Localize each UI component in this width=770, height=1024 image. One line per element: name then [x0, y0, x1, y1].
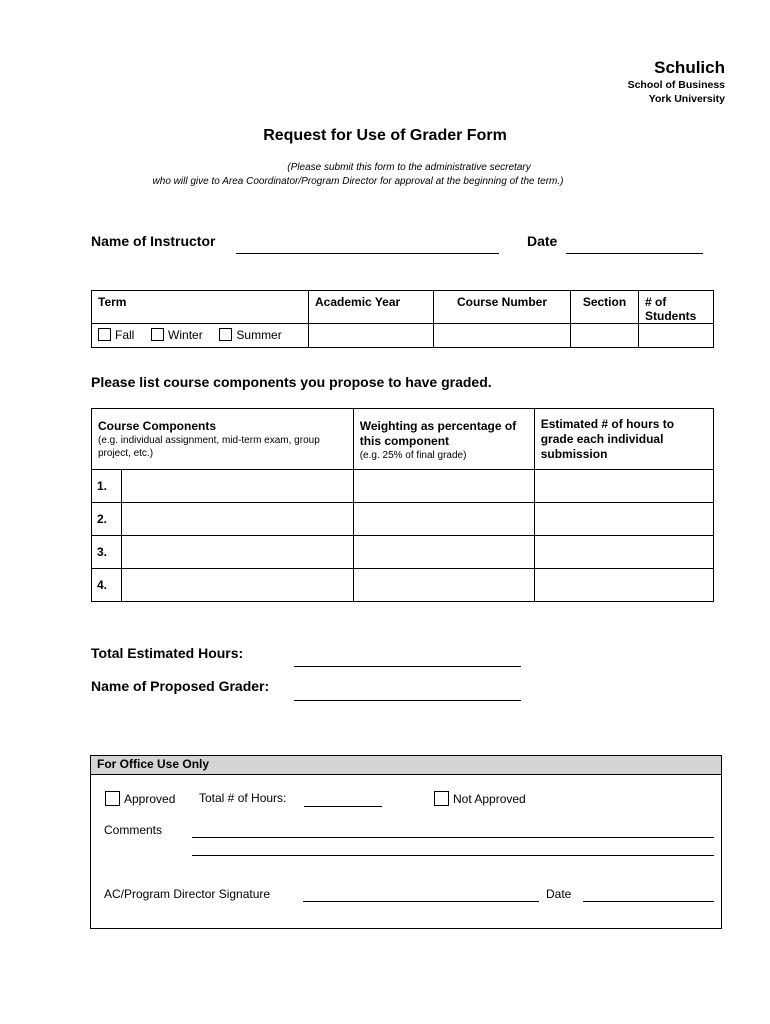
signature-field[interactable] [303, 901, 539, 902]
approved-label: Approved [124, 792, 176, 806]
weighting-cell-3[interactable] [353, 536, 534, 569]
fall-checkbox[interactable] [98, 328, 111, 341]
approved-checkbox[interactable] [105, 791, 120, 806]
date-field[interactable] [566, 253, 703, 254]
component-cell-3[interactable] [122, 536, 354, 569]
date-label: Date [527, 233, 558, 249]
form-note-line2: who will give to Area Coordinator/Program Director for approval at the beginning of the term.) [152, 176, 564, 187]
hours-cell-2[interactable] [534, 503, 713, 536]
component-cell-1[interactable] [122, 470, 354, 503]
winter-label: Winter [168, 328, 203, 342]
fall-label: Fall [115, 328, 135, 342]
weighting-header [353, 409, 534, 470]
school-name: School of Business [627, 79, 725, 91]
office-use-heading: For Office Use Only [91, 756, 721, 775]
academic-year-header: Academic Year [309, 291, 434, 324]
weighting-note: (e.g. 25% of final grade) [359, 450, 467, 461]
students-header: # of Students [639, 291, 714, 324]
row-number-4: 4. [92, 569, 122, 602]
grader-field[interactable] [294, 700, 521, 701]
approved-option [105, 791, 175, 806]
total-hours-label: Total Estimated Hours: [91, 645, 244, 661]
term-header: Term [92, 291, 309, 324]
university-name: York University [648, 93, 725, 105]
comments-label: Comments [104, 823, 163, 837]
comments-line-1[interactable] [192, 837, 714, 838]
components-table [91, 408, 714, 602]
section-header: Section [571, 291, 639, 324]
total-hours-field[interactable] [294, 666, 521, 667]
hours-cell-1[interactable] [534, 470, 713, 503]
hours-title: Estimated # of hours to grade each individual submission [540, 417, 675, 461]
row-number-1: 1. [92, 470, 122, 503]
row-number-2: 2. [92, 503, 122, 536]
components-header [92, 409, 354, 470]
org-name: Schulich [654, 58, 725, 77]
winter-checkbox[interactable] [151, 328, 164, 341]
grader-label: Name of Proposed Grader: [91, 678, 270, 694]
weighting-cell-1[interactable] [353, 470, 534, 503]
office-date-field[interactable] [583, 901, 714, 902]
form-title: Request for Use of Grader Form [263, 127, 507, 144]
academic-year-cell[interactable] [309, 324, 434, 348]
not-approved-option [434, 791, 526, 806]
instructor-field[interactable] [236, 253, 499, 254]
hours-header [534, 409, 713, 470]
component-cell-4[interactable] [122, 569, 354, 602]
office-use-box [90, 755, 722, 929]
components-note: (e.g. individual assignment, mid-term exam, group project, etc.) [98, 435, 320, 459]
office-date-label: Date [546, 887, 572, 901]
components-heading: Please list course components you propose to have graded. [91, 374, 492, 390]
weighting-title: Weighting as percentage of this component [359, 419, 517, 448]
not-approved-checkbox[interactable] [434, 791, 449, 806]
row-number-3: 3. [92, 536, 122, 569]
components-title: Course Components [98, 419, 217, 433]
weighting-cell-2[interactable] [353, 503, 534, 536]
course-number-header: Course Number [434, 291, 571, 324]
summer-checkbox[interactable] [219, 328, 232, 341]
instructor-label: Name of Instructor [91, 233, 216, 249]
component-cell-2[interactable] [122, 503, 354, 536]
weighting-cell-4[interactable] [353, 569, 534, 602]
form-note-line1: (Please submit this form to the administrative secretary [287, 162, 531, 173]
summer-label: Summer [236, 328, 282, 342]
students-cell[interactable] [639, 324, 714, 348]
term-table [91, 290, 714, 348]
term-options [92, 324, 309, 348]
office-total-hours-label: Total # of Hours: [199, 791, 287, 805]
hours-cell-4[interactable] [534, 569, 713, 602]
comments-line-2[interactable] [192, 855, 714, 856]
not-approved-label: Not Approved [453, 792, 526, 806]
course-number-cell[interactable] [434, 324, 571, 348]
hours-cell-3[interactable] [534, 536, 713, 569]
signature-label: AC/Program Director Signature [104, 887, 271, 901]
office-total-hours-field[interactable] [304, 806, 382, 807]
section-cell[interactable] [571, 324, 639, 348]
